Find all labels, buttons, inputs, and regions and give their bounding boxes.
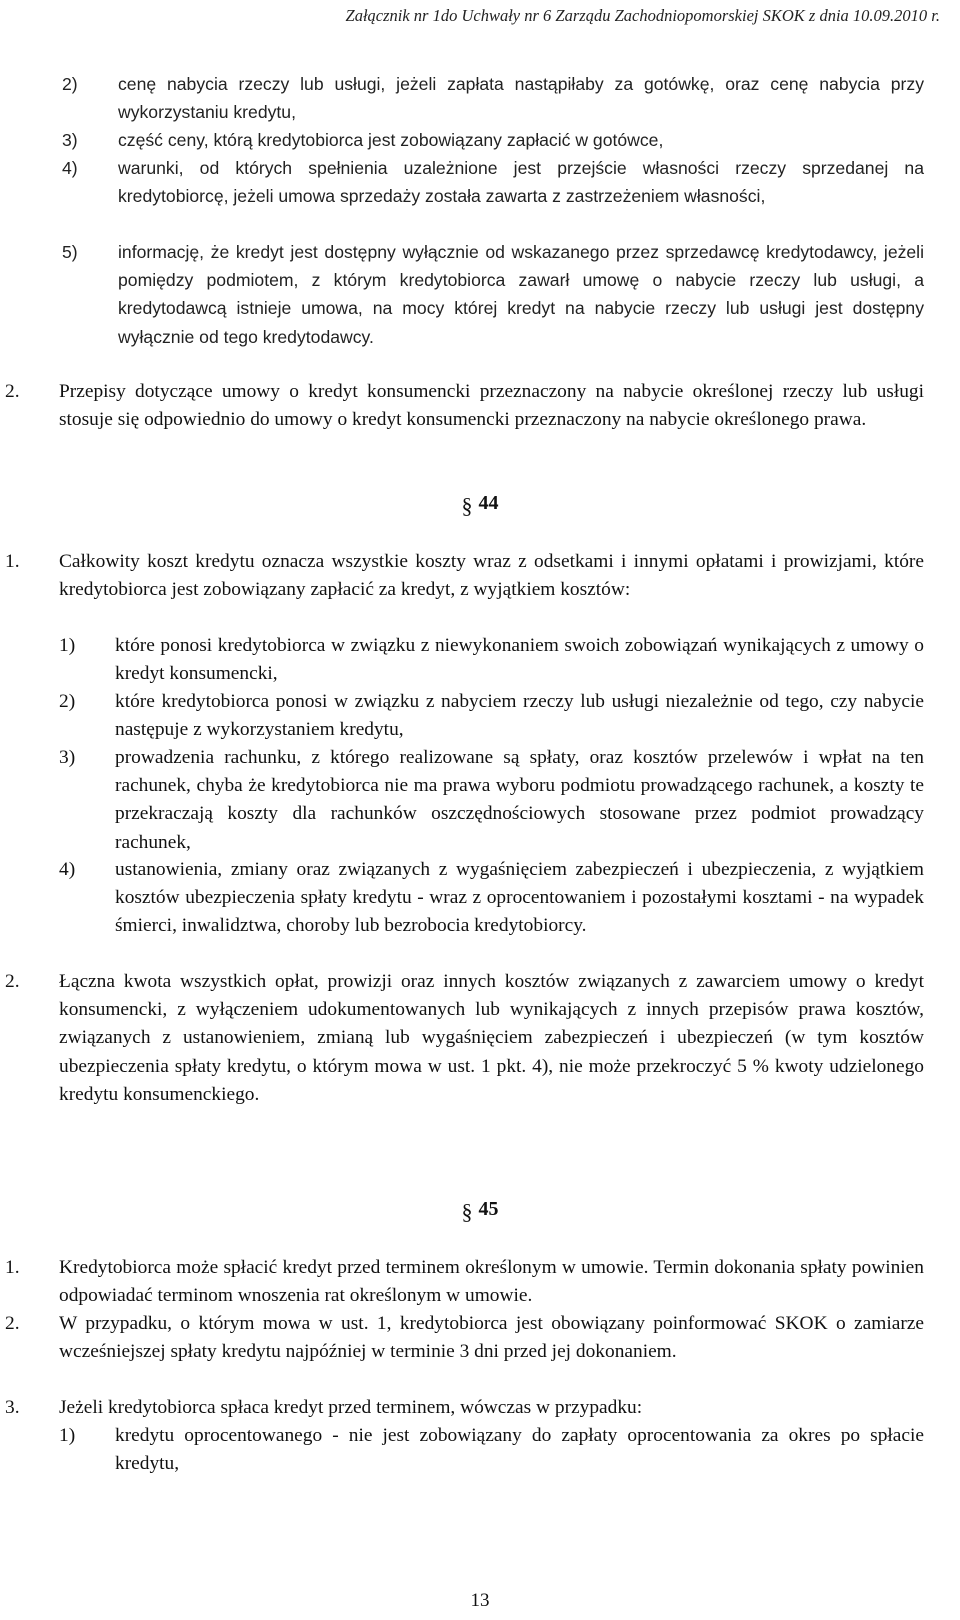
paragraph-number: 2. — [5, 381, 20, 402]
paragraph-number: 1. — [5, 551, 20, 572]
list-item-number: 3) — [59, 747, 76, 768]
paragraph-number: 2. — [5, 971, 20, 992]
list-item-text: prowadzenia rachunku, z którego realizowane są spłaty, oraz kosztów przelewów i wpłat na ten rachunek, chyba że kredytobiorca nie ma prawa wyboru podmiotu prowadzącego rachunek, a koszty te przekraczają koszty dla rachunków oszczędnościowych stosowane przez podmiot prowadzący rachunek, — [115, 747, 924, 853]
section-number: 44 — [478, 492, 499, 514]
list-item — [59, 632, 924, 688]
paragraph-text: Łączna kwota wszystkich opłat, prowizji oraz innych kosztów związanych z zawarciem umowy o kredyt konsumencki, z wyłączeniem udokumentowanych lub wynikających z innych przepisów prawa kosztów, związanych z ustanowieniem, zmianą lub wygaśnięciem zabezpieczeń i ubezpieczeń (w tym kosztów ubezpieczenia spłaty kredytu, o którym mowa w ust. 1 pkt. 4), nie może przekroczyć 5 % kwoty udzielonego kredytu konsumenckiego. — [59, 971, 924, 1105]
list-item — [62, 126, 924, 154]
paragraph-text: Przepisy dotyczące umowy o kredyt konsumencki przeznaczony na nabycie określonej rzeczy lub usługi stosuje się odpowiednio do umowy o kredyt konsumencki przeznaczony na nabycie określonego prawa. — [59, 381, 924, 431]
list-item-number: 2) — [59, 691, 76, 712]
paragraph-text: W przypadku, o którym mowa w ust. 1, kredytobiorca jest obowiązany poinformować SKOK o zamiarze wcześniejszej spłaty kredytu najpóźniej w terminie 3 dni przed jej dokonaniem. — [59, 1313, 924, 1363]
paragraph — [5, 378, 924, 434]
list-item-number: 4) — [62, 158, 78, 178]
paragraph-text: Całkowity koszt kredytu oznacza wszystkie koszty wraz z odsetkami i innymi opłatami i prowizjami, które kredytobiorca jest zobowiązany zapłacić za kredyt, z wyjątkiem kosztów: — [59, 551, 924, 601]
list-item — [59, 856, 924, 941]
paragraph — [5, 1394, 924, 1422]
list-item-text: informację, że kredyt jest dostępny wyłącznie od wskazanego przez sprzedawcę kredytodawcy, jeżeli pomiędzy podmiotem, z którym kredytobiorca zawarł umowę o nabycie rzeczy lub usługi, a kredytodawcą istnieje umowa, na mocy której kredyt na nabycie rzeczy lub usługi jest dostępny wyłącznie od tego kredytodawcy. — [118, 242, 924, 347]
paragraph-text: Jeżeli kredytobiorca spłaca kredyt przed terminem, wówczas w przypadku: — [59, 1397, 643, 1418]
paragraph-sign-icon: § — [461, 493, 473, 518]
list-item — [62, 238, 924, 351]
list-item-number: 1) — [59, 635, 76, 656]
paragraph — [5, 548, 924, 604]
list-item-text: które ponosi kredytobiorca w związku z niewykonaniem swoich zobowiązań wynikających z umowy o kredyt konsumencki, — [115, 635, 924, 685]
list-item — [59, 1422, 924, 1478]
page-number: 13 — [470, 1590, 490, 1611]
paragraph-number: 3. — [5, 1397, 20, 1418]
list-item-number: 1) — [59, 1425, 76, 1446]
paragraph — [5, 968, 924, 1109]
list-item — [59, 744, 924, 857]
section-heading — [0, 1198, 960, 1225]
list-item-text: ustanowienia, zmiany oraz związanych z wygaśnięciem zabezpieczeń i ubezpieczenia, z wyjątkiem kosztów ubezpieczenia spłaty kredytu - wraz z oprocentowaniem i pozostałymi kosztami - na wypadek śmierci, inwalidztwa, choroby lub bezrobocia kredytobiorcy. — [115, 859, 924, 937]
section-number: 45 — [478, 1198, 499, 1220]
paragraph — [5, 1254, 924, 1310]
paragraph-number: 2. — [5, 1313, 20, 1334]
paragraph-sign-icon: § — [461, 1199, 473, 1224]
list-item-number: 4) — [59, 859, 76, 880]
list-item-text: część ceny, którą kredytobiorca jest zobowiązany zapłacić w gotówce, — [118, 130, 664, 150]
section-heading — [0, 492, 960, 519]
list-item — [62, 70, 924, 126]
list-item-text: kredytu oprocentowanego - nie jest zobowiązany do zapłaty oprocentowania za okres po spłacie kredytu, — [115, 1425, 924, 1475]
list-item-text: warunki, od których spełnienia uzależnione jest przejście własności rzeczy sprzedanej na kredytobiorcę, jeżeli umowa sprzedaży została zawarta z zastrzeżeniem własności, — [118, 158, 924, 207]
list-item — [62, 154, 924, 210]
list-item-number: 2) — [62, 74, 78, 94]
page-header: Załącznik nr 1do Uchwały nr 6 Zarządu Zachodniopomorskiej SKOK z dnia 10.09.2010 r. — [345, 6, 940, 25]
list-item-number: 5) — [62, 242, 78, 262]
paragraph-number: 1. — [5, 1257, 20, 1278]
list-item-number: 3) — [62, 130, 78, 150]
list-item-text: które kredytobiorca ponosi w związku z nabyciem rzeczy lub usługi niezależnie od tego, czy nabycie następuje z wykorzystaniem kredytu, — [115, 691, 924, 741]
paragraph-text: Kredytobiorca może spłacić kredyt przed terminem określonym w umowie. Termin dokonania spłaty powinien odpowiadać terminom wnoszenia rat określonym w umowie. — [59, 1257, 924, 1307]
list-item — [59, 688, 924, 744]
paragraph — [5, 1310, 924, 1366]
list-item-text: cenę nabycia rzeczy lub usługi, jeżeli zapłata nastąpiłaby za gotówkę, oraz cenę nabycia przy wykorzystaniu kredytu, — [118, 74, 924, 123]
